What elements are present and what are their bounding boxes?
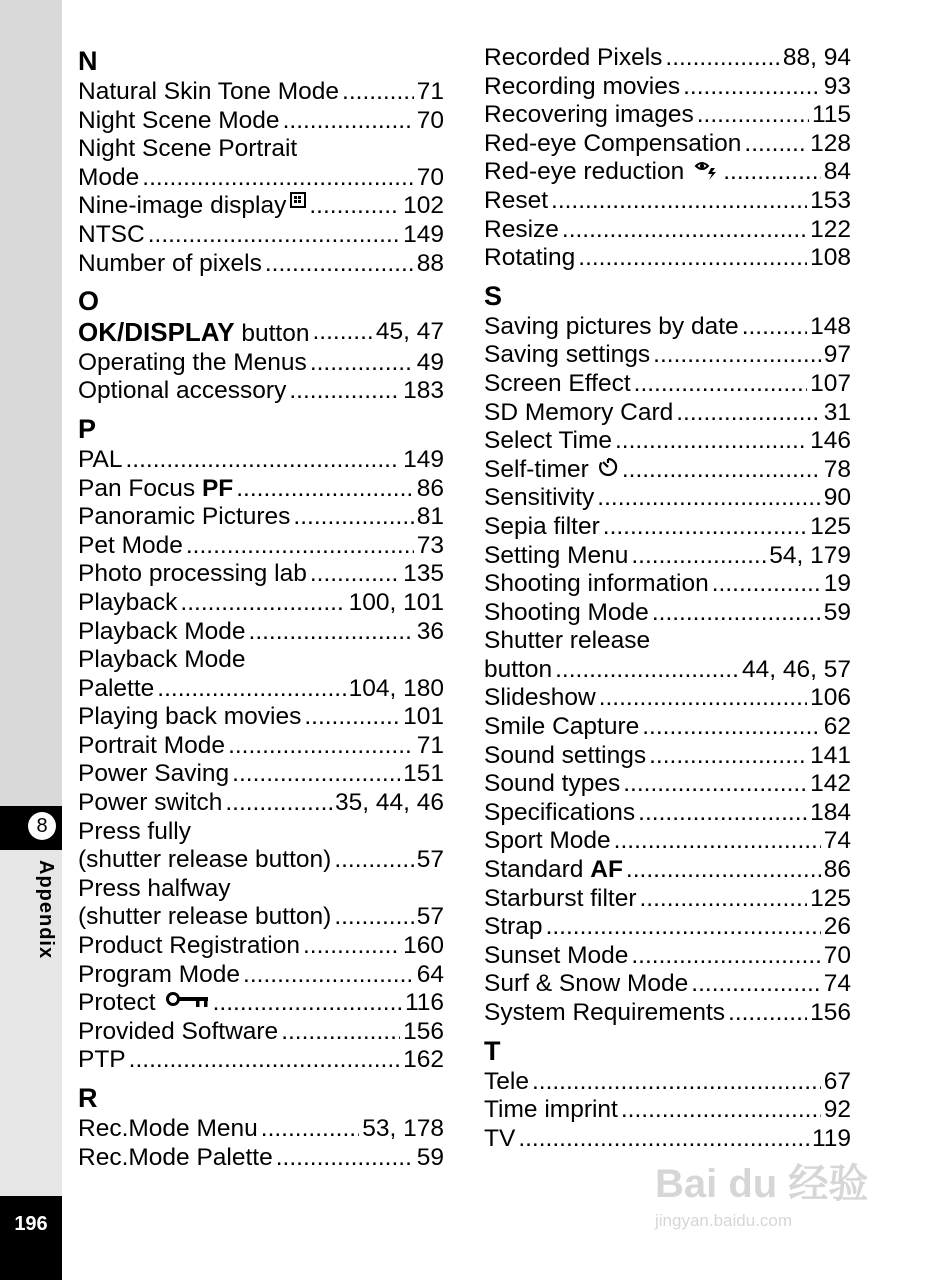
index-entry: Self-timer ..... 78 [484, 456, 851, 485]
index-entry: PAL ..... 149 [78, 446, 444, 475]
index-letter-heading: T [484, 1035, 501, 1066]
index-entry: Recovering images ..... 115 [484, 101, 851, 130]
index-entry: Red-eye Compensation ..... 128 [484, 130, 851, 159]
red-eye-flash-icon [694, 158, 720, 180]
index-entry: Provided Software ..... 156 [78, 1018, 444, 1047]
index-entry: Rotating ..... 108 [484, 244, 851, 273]
index-entry: Number of pixels ..... 88 [78, 250, 444, 279]
index-entry-line1: Press halfway [78, 874, 231, 902]
index-entry: Rec.Mode Palette ..... 59 [78, 1144, 444, 1173]
index-entry: Slideshow ..... 106 [484, 684, 851, 713]
index-entry: Tele ..... 67 [484, 1068, 851, 1097]
autofocus-symbol: AF [590, 856, 623, 884]
index-entry: Red-eye reduction ..... 84 [484, 158, 851, 187]
index-entry-line1: Shutter release [484, 627, 651, 655]
key-icon [166, 989, 210, 1009]
index-entry: TV ..... 119 [484, 1125, 851, 1154]
index-entry: Saving settings ..... 97 [484, 341, 851, 370]
index-letter-heading: P [78, 413, 97, 444]
index-entry: (shutter release button) ..... 57 [78, 846, 444, 875]
index-entry: Power switch ..... 35, 44, 46 [78, 789, 444, 818]
index-entry: Sunset Mode ..... 70 [484, 942, 851, 971]
index-entry-line1: Press fully [78, 817, 192, 845]
index-entry: Optional accessory ..... 183 [78, 377, 444, 406]
display-symbol: DISPLAY [124, 317, 235, 348]
index-entry: Palette ..... 104, 180 [78, 675, 444, 704]
index-letter-heading: S [484, 280, 503, 311]
index-entry-line1: Night Scene Portrait [78, 135, 298, 163]
index-entry: Standard AF ..... 86 [484, 856, 851, 885]
index-entry: Shooting information ..... 19 [484, 570, 851, 599]
index-entry: Sound types ..... 142 [484, 770, 851, 799]
index-entry: Night Scene Mode ..... 70 [78, 107, 444, 136]
index-entry: (shutter release button) ..... 57 [78, 903, 444, 932]
index-entry: Playback Mode ..... 36 [78, 618, 444, 647]
index-entry: button ..... 44, 46, 57 [484, 656, 851, 685]
index-entry: Power Saving ..... 151 [78, 760, 444, 789]
index-entry: Resize ..... 122 [484, 216, 851, 245]
index-entry: Natural Skin Tone Mode ..... 71 [78, 78, 444, 107]
index-letter-heading: O [78, 286, 100, 317]
index-entry: Product Registration ..... 160 [78, 932, 444, 961]
index-entry: Screen Effect ..... 107 [484, 370, 851, 399]
index-entry: Saving pictures by date ..... 148 [484, 313, 851, 342]
index-entry: Playback ..... 100, 101 [78, 589, 444, 618]
section-label: Appendix [35, 860, 57, 960]
index-entry: Select Time ..... 146 [484, 427, 851, 456]
watermark-logo: Bai du 经验 [655, 1162, 869, 1206]
index-entry: Time imprint ..... 92 [484, 1096, 851, 1125]
index-entry: Photo processing lab ..... 135 [78, 560, 444, 589]
index-entry: Shooting Mode ..... 59 [484, 599, 851, 628]
index-entry: Pet Mode ..... 73 [78, 532, 444, 561]
index-letter-heading: N [78, 46, 98, 76]
index-entry: Playing back movies ..... 101 [78, 703, 444, 732]
index-entry: Smile Capture ..... 62 [484, 713, 851, 742]
index-entry-line1: Playback Mode [78, 646, 246, 674]
index-entry: OK/DISPLAY button ..... 45, 47 [78, 318, 444, 349]
index-entry: Portrait Mode ..... 71 [78, 732, 444, 761]
index-entry: Sensitivity ..... 90 [484, 484, 851, 513]
index-entry: Surf & Snow Mode ..... 74 [484, 970, 851, 999]
watermark-url: jingyan.baidu.com [655, 1211, 793, 1230]
index-entry: Reset ..... 153 [484, 187, 851, 216]
chapter-number: 8 [28, 812, 56, 840]
index-entry: Program Mode ..... 64 [78, 961, 444, 990]
index-entry: Sepia filter ..... 125 [484, 513, 851, 542]
index-entry: Mode ..... 70 [78, 164, 444, 193]
index-entry: Rec.Mode Menu ..... 53, 178 [78, 1115, 444, 1144]
index-entry: NTSC ..... 149 [78, 221, 444, 250]
self-timer-icon [597, 456, 619, 478]
nine-image-grid-icon [290, 192, 306, 208]
index-entry: Specifications ..... 184 [484, 799, 851, 828]
pan-focus-symbol: PF [201, 474, 234, 502]
index-entry: Protect ..... 116 [78, 989, 444, 1018]
index-entry: System Requirements ..... 156 [484, 999, 851, 1028]
index-entry: Operating the Menus ..... 49 [78, 349, 444, 378]
ok-symbol: OK [78, 317, 117, 348]
index-column-left [78, 44, 444, 1172]
index-entry: SD Memory Card ..... 31 [484, 399, 851, 428]
index-entry: Strap ..... 26 [484, 913, 851, 942]
index-entry: Sound settings ..... 141 [484, 742, 851, 771]
index-entry: Setting Menu ..... 54, 179 [484, 542, 851, 571]
index-entry: Panoramic Pictures ..... 81 [78, 503, 444, 532]
index-entry: Starburst filter ..... 125 [484, 885, 851, 914]
page-number: 196 [0, 1196, 62, 1280]
index-entry: Nine-image display ..... 102 [78, 192, 444, 221]
index-entry: Recorded Pixels ..... 88, 94 [484, 44, 851, 73]
index-letter-heading: R [78, 1083, 98, 1113]
index-entry: Sport Mode ..... 74 [484, 827, 851, 856]
baidu-watermark [655, 1152, 885, 1252]
index-entry: Pan Focus PF ..... 86 [78, 475, 444, 504]
index-entry: PTP ..... 162 [78, 1046, 444, 1075]
chapter-sidebar [0, 0, 62, 1280]
index-entry: Recording movies ..... 93 [484, 73, 851, 102]
index-column-right [484, 44, 851, 1153]
